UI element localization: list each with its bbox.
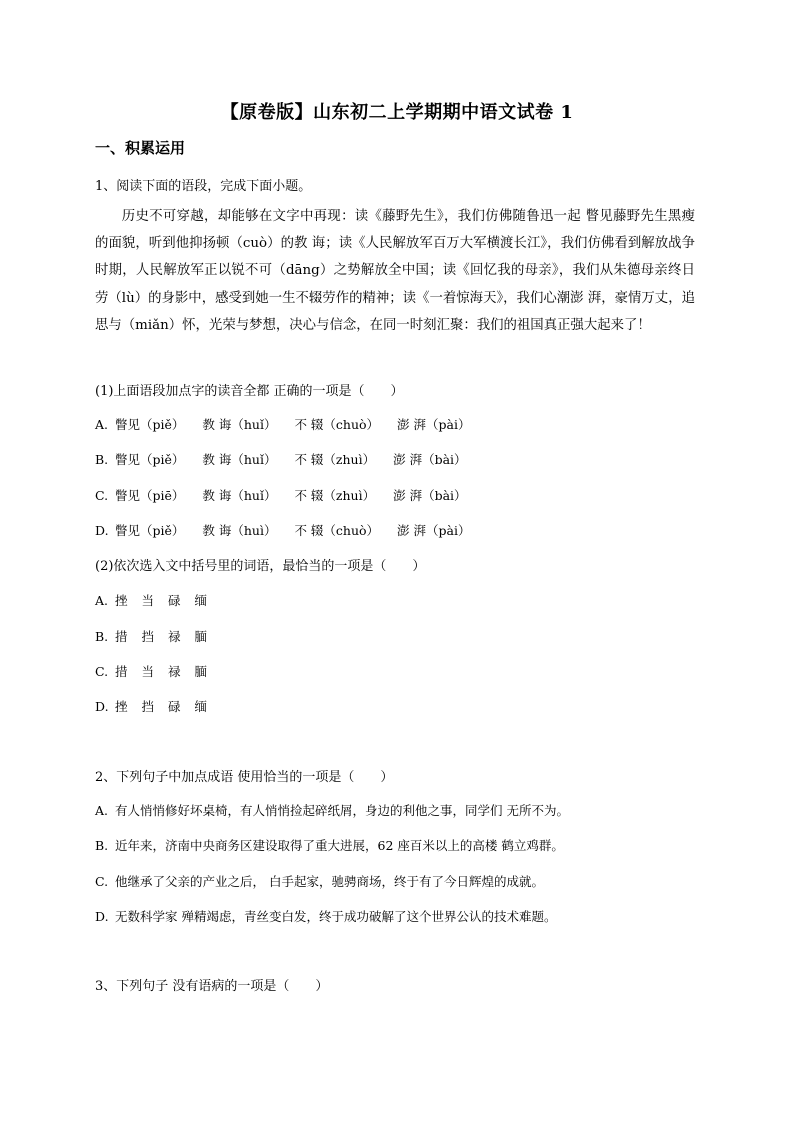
option-item: 不 辍（chuò） [294, 417, 380, 432]
option-label: A. [95, 417, 109, 432]
subquestion-1-option-d [95, 521, 484, 539]
option-word: 当 [141, 593, 154, 608]
option-item: 教 诲（huǐ） [202, 417, 277, 432]
reading-passage [95, 203, 695, 339]
subquestion-1-option-a [95, 415, 484, 433]
option-item: 不 辍（chuò） [294, 523, 380, 538]
option-item: 教 诲（huì） [202, 523, 277, 538]
option-text: 近年来，济南中央商务区建设取得了重大进展，62 座百米以上的高楼 鹤立鸡群。 [114, 838, 564, 853]
option-item: 瞥见（piē） [114, 488, 185, 503]
subquestion-2-option-b [95, 627, 217, 645]
option-item: 不 辍（zhuì） [294, 488, 376, 503]
question-2-stem: 2、下列句子中加点成语 使用恰当的一项是（ ） [95, 770, 394, 785]
option-text: 有人悄悄修好坏桌椅，有人悄悄捡起碎纸屑，身边的利他之事，同学们 无所不为。 [114, 803, 569, 818]
option-word: 当 [141, 664, 154, 679]
option-label: D. [95, 699, 109, 714]
question-2-option-b [95, 836, 564, 854]
option-label: D. [95, 909, 109, 924]
option-label: B. [95, 452, 109, 467]
option-text: 他继承了父亲的产业之后， 白手起家，驰骋商场，终于有了今日辉煌的成就。 [114, 874, 544, 889]
option-item: 不 辍（zhuì） [294, 452, 376, 467]
question-3-stem: 3、下列句子 没有语病的一项是（ ） [95, 979, 329, 994]
option-word: 禄 [167, 629, 181, 644]
option-word: 腼 [194, 629, 207, 644]
option-label: B. [95, 629, 109, 644]
page-title: 【原卷版】山东初二上学期期中语文试卷 1 [220, 102, 574, 123]
passage-text: 历史不可穿越，却能够在文字中再现：读《藤野先生》，我们仿佛随鲁迅一起 瞥见藤野先生黑瘦的面貌，听到他抑扬顿（cuò）的教 诲；读《人民解放军百万大军横渡长江》，我们仿佛看到解放战争时期，人民解放军正以锐不可（dāng）之势解放全中国；读《回忆我的母亲》，我们从朱德母亲终日劳（lù）的身影中，感受到她一生不辍劳作的精神；读《一着惊海天》，我们心潮澎 湃，豪情万丈，追思与（miǎn）怀，光荣与梦想，决心与信念，在同一时刻汇聚：我们的祖国真正强大起来了！ [95, 209, 695, 333]
option-label: C. [95, 664, 109, 679]
option-word: 措 [114, 629, 128, 644]
option-item: 教 诲（huǐ） [202, 488, 277, 503]
option-label: C. [95, 488, 109, 503]
option-item: 澎 湃（pài） [397, 523, 471, 538]
option-word: 缅 [194, 699, 207, 714]
subquestion-1-option-b [95, 450, 481, 468]
option-word: 腼 [194, 664, 207, 679]
option-word: 禄 [167, 664, 181, 679]
option-text: 无数科学家 殚精竭虑，青丝变白发，终于成功破解了这个世界公认的技术难题。 [114, 909, 557, 924]
option-item: 澎 湃（bài） [393, 488, 467, 503]
option-word: 挡 [141, 699, 154, 714]
subquestion-2-option-a [95, 591, 217, 609]
section-heading: 一、积累运用 [95, 139, 186, 157]
option-word: 挡 [141, 629, 154, 644]
option-word: 挫 [114, 699, 128, 714]
option-item: 瞥见（piě） [114, 523, 185, 538]
option-word: 措 [114, 664, 128, 679]
question-2-option-d [95, 907, 556, 925]
option-word: 碌 [167, 593, 181, 608]
option-item: 教 诲（huǐ） [202, 452, 277, 467]
option-label: A. [95, 593, 109, 608]
option-item: 瞥见（piě） [114, 452, 185, 467]
option-item: 瞥见（piě） [114, 417, 185, 432]
subquestion-1-stem: (1)上面语段加点字的读音全都 正确的一项是（ ） [95, 384, 404, 399]
option-word: 缅 [194, 593, 207, 608]
option-label: A. [95, 803, 109, 818]
subquestion-2-stem: (2)依次选入文中括号里的词语，最恰当的一项是（ ） [95, 559, 426, 574]
option-item: 澎 湃（pài） [397, 417, 471, 432]
option-item: 澎 湃（bài） [393, 452, 467, 467]
option-word: 碌 [167, 699, 181, 714]
subquestion-1-option-c [95, 486, 481, 504]
subquestion-2-option-c [95, 662, 217, 680]
option-label: C. [95, 874, 109, 889]
question-2-option-c [95, 872, 544, 890]
subquestion-2-option-d [95, 697, 217, 715]
option-label: B. [95, 838, 109, 853]
option-word: 挫 [114, 593, 128, 608]
option-label: D. [95, 523, 109, 538]
question-1-stem: 1、阅读下面的语段，完成下面小题。 [95, 179, 312, 194]
question-2-option-a [95, 801, 569, 819]
